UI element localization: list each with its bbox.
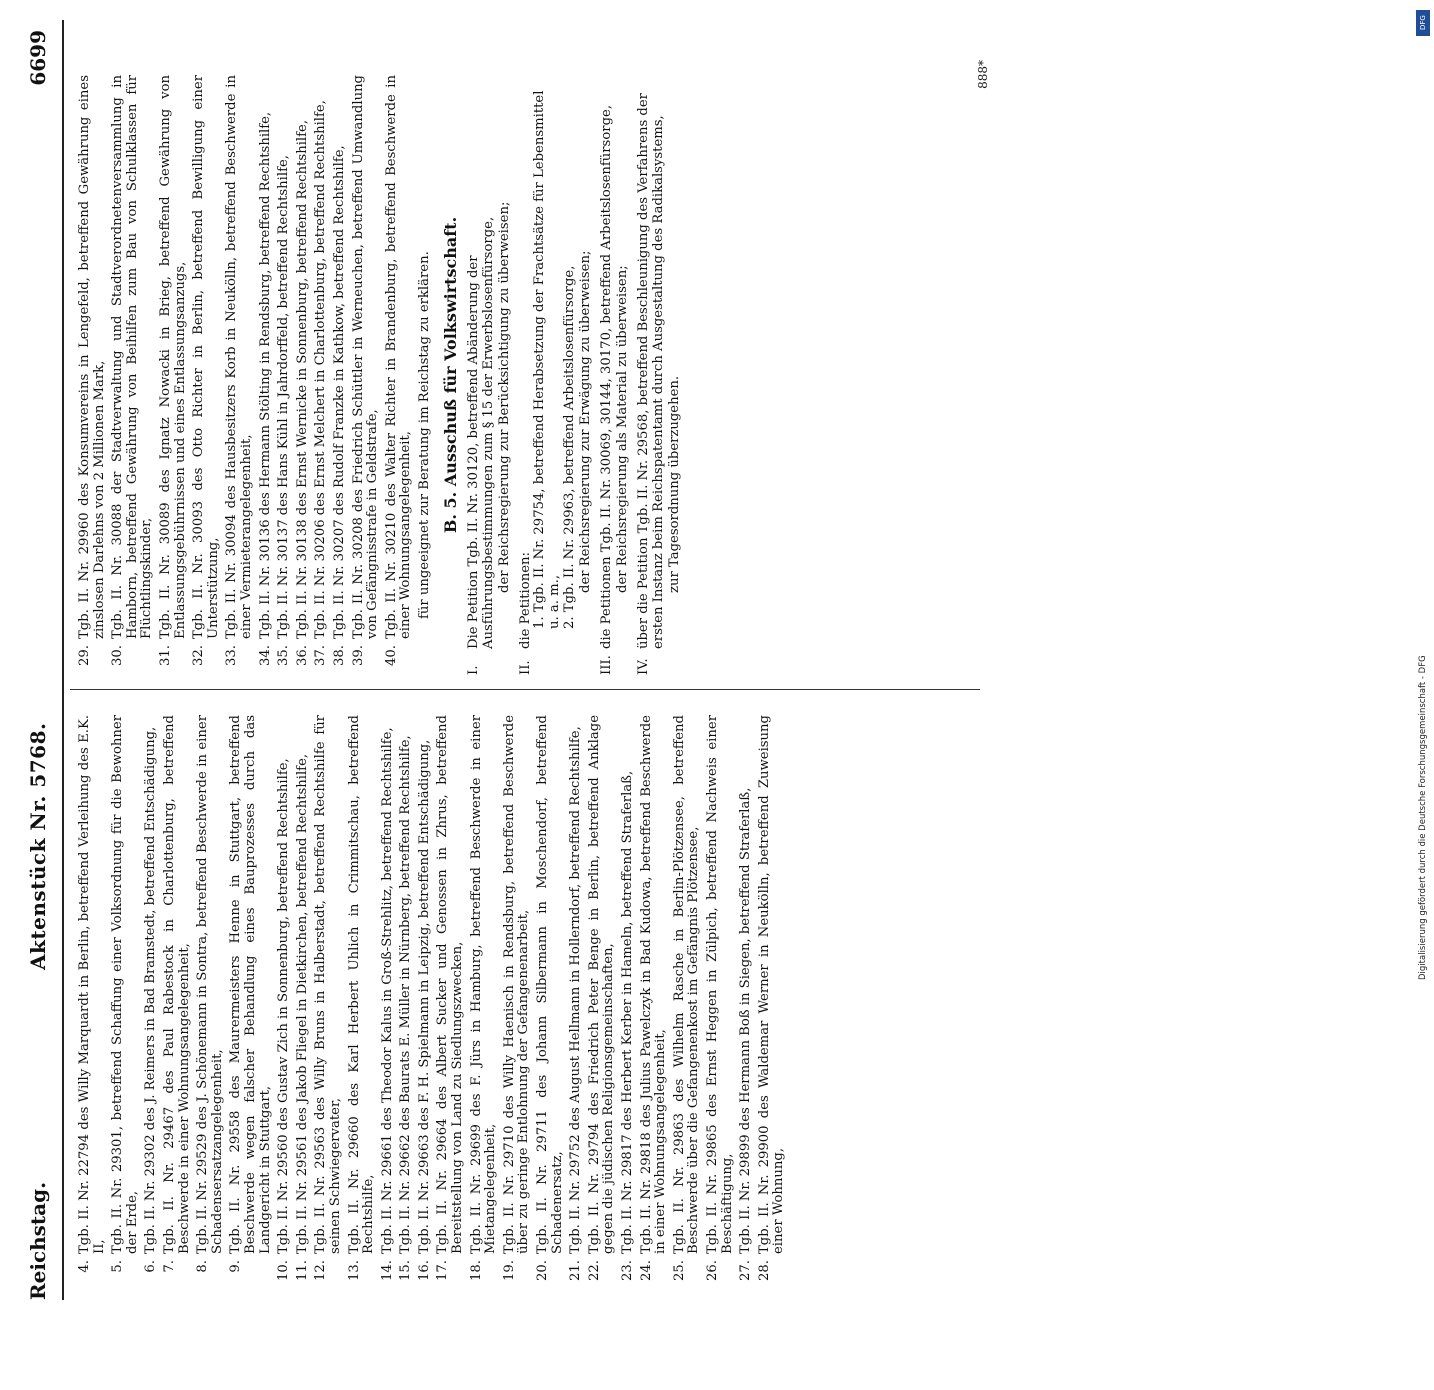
- entry-number: 12.: [313, 1260, 329, 1281]
- entry-number: 35.: [276, 645, 292, 666]
- entry-text: Tgb. II. Nr. 29794 des Friedrich Peter Benge in Berlin, betreffend Anklage gegen die jüdischen Religionsgemeinschaften,: [586, 715, 617, 1254]
- item-resolution: der Reichsregierung als Material zu überweisen;: [615, 265, 631, 593]
- entry-number: 4.: [77, 1260, 92, 1273]
- item-text: die Petitionen:: [517, 552, 533, 649]
- entry-number: 22.: [586, 1260, 602, 1281]
- entry-number: 5.: [110, 1260, 126, 1273]
- item-subentry: 1. Tgb. II. Nr. 29754, betreffend Herabsetzung der Frachtsätze für Lebensmittel u. a. m.,: [532, 90, 563, 629]
- entry-number: 15.: [398, 1260, 414, 1281]
- entry-text: Tgb. II. Nr. 30093 des Otto Richter in Berlin, betreffend Bewilligung einer Unterstützung,: [191, 75, 221, 639]
- petition-entry: [381, 715, 396, 1290]
- entry-number: 32.: [191, 645, 207, 666]
- petition-item: [600, 75, 631, 675]
- petition-entry: [111, 715, 140, 1290]
- petition-entry: [418, 715, 433, 1290]
- dfg-attribution: Digitalisierung gefördert durch die Deutsche Forschungsgemeinschaft - DFG: [1418, 655, 1428, 980]
- entry-number: 39.: [350, 645, 366, 666]
- entry-text: Tgb. II. Nr. 29699 des F. Jürs in Hamburg, betreffend Beschwerde in einer Mietangelegenheit,: [468, 715, 499, 1254]
- petition-entry: [385, 75, 414, 675]
- entry-text: Tgb. II. Nr. 29558 des Maurermeisters Henne in Stuttgart, betreffend Beschwerde wegen falscher Behandlung eines Bauprozesses durch das Landgericht in Stuttgart,: [228, 715, 273, 1254]
- entry-number: 31.: [157, 645, 173, 666]
- entry-number: 17.: [435, 1260, 451, 1281]
- petition-entry: [621, 715, 636, 1290]
- petition-entry: [192, 75, 221, 675]
- entry-text: Tgb. II. Nr. 29302 des J. Reimers in Bad Bramstedt, betreffend Entschädigung,: [143, 726, 159, 1254]
- item-resolution: der Reichsregierung zur Berücksichtigung zu überweisen;: [497, 201, 513, 593]
- entry-text: Tgb. II. Nr. 29960 des Konsumvereins in Lengefeld, betreffend Gewährung eines zinslosen Darlehns von 2 Millionen Mark,: [77, 75, 107, 639]
- entry-number: 20.: [535, 1260, 551, 1281]
- entry-number: 24.: [638, 1260, 654, 1281]
- entry-text: Tgb. II. Nr. 30138 des Ernst Wernicke in Sonnenburg, betreffend Rechtshilfe,: [294, 119, 310, 639]
- entry-text: Tgb. II. Nr. 29752 des August Hellmann in Hollerndorf, betreffend Rechtshilfe,: [568, 726, 584, 1254]
- entry-number: 38.: [331, 645, 347, 666]
- entry-number: 27.: [738, 1260, 754, 1281]
- petition-entry: [229, 715, 273, 1290]
- entry-text: Tgb. II. Nr. 29900 des Waldemar Werner in Neukölln, betreffend Zuweisung einer Wohnung,: [756, 715, 787, 1254]
- petition-entry: [588, 715, 617, 1290]
- entry-number: 13.: [346, 1260, 362, 1281]
- entry-text: Tgb. II. Nr. 29711 des Johann Silbermann in Moschendorf, betreffend Schadenersatz,: [535, 715, 565, 1254]
- entry-text: Tgb. II. Nr. 30089 des Ignatz Nowacki in Brieg, betreffend Gewährung von Entlassungsgebührnissen und eines Entlassungsanzugs,: [157, 75, 188, 639]
- entry-text: Tgb. II. Nr. 30208 des Friedrich Schüttler in Werneuchen, betreffend Umwandlung von Gefängnisstrafe in Geldstrafe,: [350, 75, 381, 639]
- entry-number: 25.: [671, 1260, 687, 1281]
- entry-number: 21.: [568, 1260, 584, 1281]
- entry-text: Tgb. II. Nr. 29661 des Theodor Kalus in Groß-Strehlitz, betreffend Rechtshilfe,: [379, 727, 395, 1254]
- entry-number: 33.: [224, 645, 240, 666]
- entry-number: 34.: [257, 645, 273, 666]
- item-resolution: zur Tagesordnung überzugehen.: [667, 375, 683, 593]
- entry-number: 14.: [379, 1260, 395, 1281]
- verdict-text: für ungeeignet zur Beratung im Reichstag zu erklären.: [416, 251, 432, 619]
- petition-entry: [111, 75, 155, 675]
- entry-number: 26.: [704, 1260, 720, 1281]
- entry-text: Tgb. II. Nr. 29467 des Paul Rabestock in Charlottenburg, betreffend Beschwerde in einer Wohnungsangelegenheit,: [161, 715, 192, 1254]
- entry-text: Tgb. II. Nr. 29560 des Gustav Zich in Sonnenburg, betreffend Rechtshilfe,: [276, 758, 292, 1254]
- entry-number: 30.: [110, 645, 126, 666]
- entry-text: Tgb. II. Nr. 29817 des Herbert Kerber in Hameln, betreffend Straferlaß,: [620, 770, 635, 1254]
- petition-item: [637, 75, 683, 675]
- petition-entry: [739, 715, 754, 1290]
- roman-numeral: IV.: [636, 658, 651, 675]
- petition-entry: [259, 75, 274, 675]
- entry-text: Tgb. II. Nr. 29818 des Julius Pawelczyk in Bad Kudowa, betreffend Beschwerde in einer Wohnungsangelegenheit,: [638, 715, 669, 1254]
- header-aktenstueck: Aktenstück Nr. 5768.: [26, 722, 50, 970]
- petition-entry: [78, 75, 107, 675]
- item-subentry: 2. Tgb. II. Nr. 29963, betreffend Arbeitslosenfürsorge,: [561, 265, 577, 629]
- petition-entry: [78, 715, 107, 1290]
- petition-entry: [277, 75, 292, 675]
- entry-number: 18.: [468, 1260, 484, 1281]
- petition-entry: [144, 715, 159, 1290]
- entry-text: Tgb. II. Nr. 30137 des Hans Kühl in Jahrdorffeld, betreffend Rechtshilfe,: [276, 155, 292, 639]
- entry-number: 6.: [143, 1260, 159, 1273]
- petition-entry: [640, 715, 669, 1290]
- petition-items: [467, 75, 683, 675]
- header-reichstag: Reichstag.: [26, 1181, 50, 1300]
- entry-text: Tgb. II. Nr. 29529 des J. Schönemann in Sontra, betreffend Beschwerde in einer Schadensersatzangelegenheit,: [195, 715, 225, 1254]
- entry-text: Tgb. II. Nr. 29710 des Willy Haenisch in Rendsburg, betreffend Beschwerde über zu geringe Entlohnung der Gefangenenarbeit,: [501, 715, 532, 1254]
- petition-entry: [277, 715, 292, 1290]
- roman-numeral: I.: [466, 665, 482, 675]
- entry-number: 16.: [416, 1260, 432, 1281]
- right-entries: [78, 75, 414, 675]
- entry-text: Tgb. II. Nr. 29663 des F. H. Spielmann in Leipzig, betreffend Entschädigung,: [416, 739, 432, 1254]
- petition-entry: [706, 715, 735, 1290]
- entry-number: 7.: [161, 1260, 177, 1273]
- entry-text: Tgb. II. Nr. 29863 des Wilhelm Rasche in Berlin-Plötzensee, betreffend Beschwerde über die Gefangenenkost im Gefängnis Plötzensee,: [671, 715, 702, 1254]
- petition-entry: [333, 75, 348, 675]
- entry-number: 8.: [195, 1260, 211, 1273]
- entry-text: Tgb. II. Nr. 29563 des Willy Bruns in Halberstadt, betreffend Rechtshilfe für seinen Schwiegervater,: [313, 715, 343, 1254]
- petition-entry: [159, 75, 188, 675]
- entry-text: Tgb. II. Nr. 29660 des Karl Herbert Uhlich in Crimmitschau, betreffend Rechtshilfe,: [346, 715, 377, 1254]
- entry-text: Tgb. II. Nr. 29865 des Ernst Heggen in Zülpich, betreffend Nachweis einer Beschäftigung,: [704, 715, 735, 1254]
- entry-number: 10.: [276, 1260, 292, 1281]
- page-number: 6699: [26, 30, 50, 86]
- item-text: Die Petition Tgb. II. Nr. 30120, betreffend Abänderung der Ausführungsbestimmungen zum § 15 der Erwerbslosenfürsorge,: [466, 216, 496, 649]
- roman-numeral: III.: [598, 655, 614, 675]
- item-resolution: der Reichsregierung zur Erwägung zu überweisen;: [578, 250, 594, 593]
- section-title: B. 5. Ausschuß für Volkswirtschaft.: [441, 216, 461, 534]
- roman-numeral: II.: [517, 660, 533, 675]
- petition-entry: [470, 715, 499, 1290]
- entry-text: Tgb. II. Nr. 29561 des Jakob Fliegel in Dietkirchen, betreffend Rechtshilfe,: [294, 753, 310, 1254]
- petition-entry: [673, 715, 702, 1290]
- footer-mark: 888*: [976, 60, 990, 89]
- entry-text: Tgb. II. Nr. 29899 des Hermann Boß in Siegen, betreffend Straferlaß,: [738, 787, 754, 1254]
- entry-text: Tgb. II. Nr. 22794 des Willy Marquardt in Berlin, betreffend Verleihung des E.K. II,: [77, 715, 107, 1254]
- petition-entry: [296, 715, 311, 1290]
- petition-entry: [503, 715, 532, 1290]
- petition-entry: [569, 715, 584, 1290]
- petition-item: [467, 75, 513, 675]
- petition-entry: [196, 715, 225, 1290]
- entry-number: 9.: [228, 1260, 244, 1273]
- entry-number: 11.: [294, 1260, 310, 1281]
- right-column: [78, 75, 689, 675]
- petition-entry: [348, 715, 377, 1290]
- entry-number: 37.: [313, 645, 329, 666]
- entry-text: Tgb. II. Nr. 29662 des Baurats E. Müller in Nürnberg, betreffend Rechtshilfe,: [398, 735, 414, 1254]
- entry-text: Tgb. II. Nr. 29301, betreffend Schaffung einer Volksordnung für die Bewohner der Erde,: [110, 715, 140, 1254]
- entry-number: 23.: [620, 1260, 635, 1281]
- petition-entry: [225, 75, 254, 675]
- entry-text: Tgb. II. Nr. 30210 des Walter Richter in Brandenburg, betreffend Beschwerde in einer Wohnungsangelegenheit,: [383, 75, 414, 639]
- entry-number: 28.: [756, 1260, 772, 1281]
- petition-entry: [399, 715, 414, 1290]
- petition-entry: [296, 75, 311, 675]
- header-rule: [62, 20, 64, 1300]
- dfg-logo-icon: DFG: [1416, 10, 1430, 36]
- petition-item: [519, 75, 594, 675]
- petition-entry: [163, 715, 192, 1290]
- entry-text: Tgb. II. Nr. 30094 des Hausbesitzers Korb in Neukölln, betreffend Beschwerde in einer Vermieterangelegenheit,: [224, 75, 254, 639]
- petition-entry: [314, 715, 343, 1290]
- petition-entry: [352, 75, 381, 675]
- entry-number: 29.: [77, 645, 92, 666]
- petition-entry: [758, 715, 787, 1290]
- entry-number: 40.: [383, 645, 399, 666]
- left-column: [78, 715, 791, 1290]
- petition-entry: [536, 715, 565, 1290]
- page-header: [20, 30, 60, 1300]
- item-text: über die Petition Tgb. II. Nr. 29568, betreffend Beschleunigung des Verfahrens der ersten Instanz beim Reichspatentamt durch Ausgestaltung des Radikalsystems,: [636, 93, 666, 649]
- entry-text: Tgb. II. Nr. 29664 des Albert Sucker und Genossen in Zhrus, betreffend Bereitstellung von Land zu Siedlungszwecken,: [435, 715, 466, 1254]
- petition-entry: [314, 75, 329, 675]
- entry-number: 36.: [294, 645, 310, 666]
- entry-text: Tgb. II. Nr. 30206 des Ernst Melchert in Charlottenburg, betreffend Rechtshilfe,: [313, 100, 329, 639]
- entry-text: Tgb. II. Nr. 30136 des Hermann Stölting in Rendsburg, betreffend Rechtshilfe,: [257, 111, 273, 639]
- entry-text: Tgb. II. Nr. 30088 der Stadtverwaltung und Stadtverordnetenversammlung in Hamborn, betreffend Gewährung von Beihilfen zum Bau von Schulklassen für Flüchtlingskinder,: [110, 75, 155, 639]
- petition-entry: [436, 715, 465, 1290]
- column-divider: [70, 689, 980, 690]
- entry-text: Tgb. II. Nr. 30207 des Rudolf Franzke in Kathkow, betreffend Rechtshilfe,: [331, 145, 347, 639]
- entry-number: 19.: [501, 1260, 517, 1281]
- item-text: die Petitionen Tgb. II. Nr. 30069, 30144, 30170, betreffend Arbeitslosenfürsorge,: [598, 104, 614, 649]
